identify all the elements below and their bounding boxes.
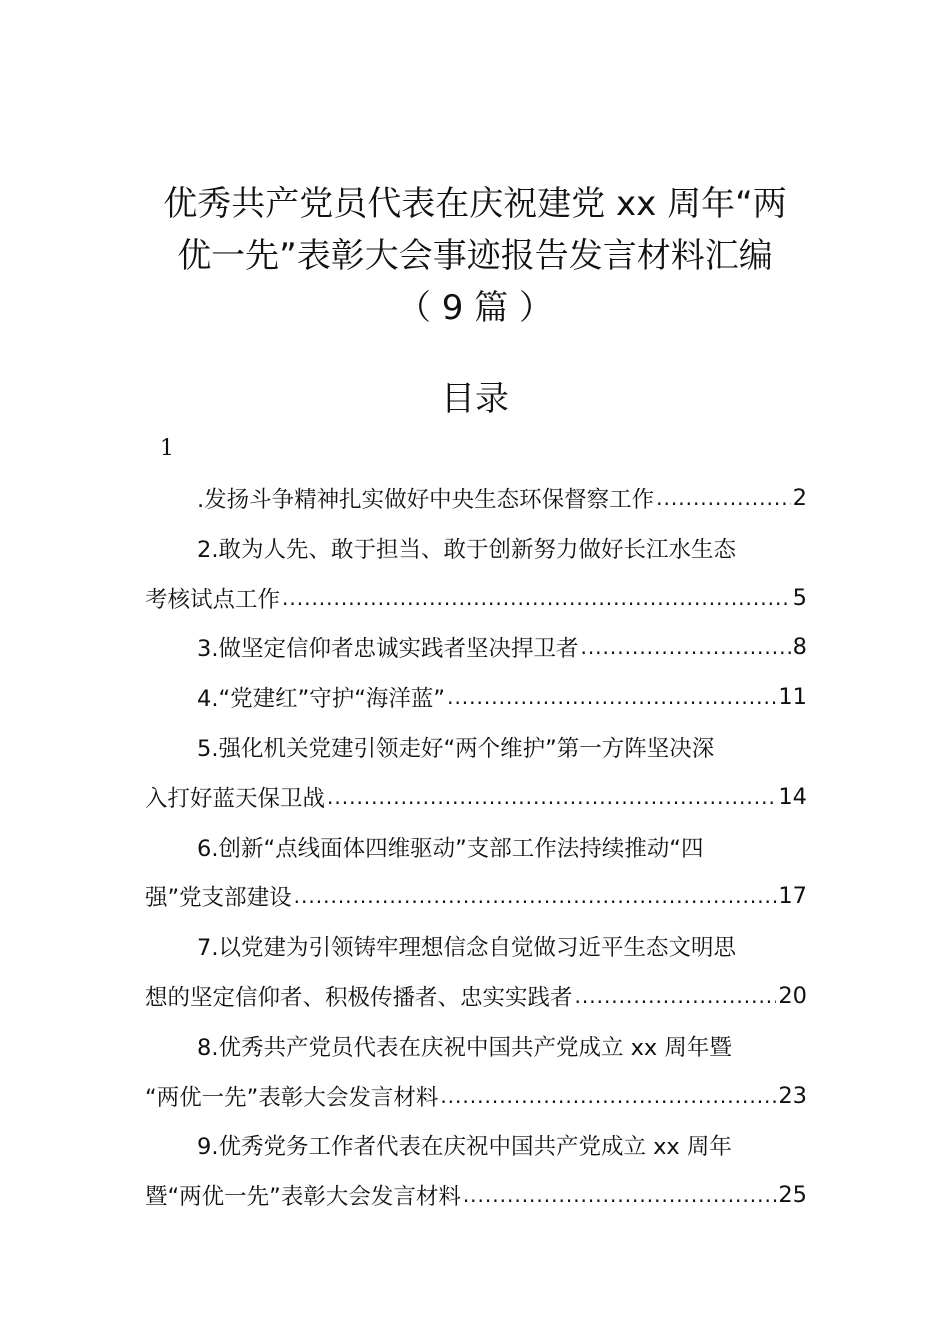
toc-line[interactable] bbox=[145, 976, 807, 1016]
toc-line-text: 6.创新“点线面体四维驱动”支部工作法持续推动“四 bbox=[197, 835, 704, 862]
toc-leader-dots bbox=[580, 635, 790, 659]
toc-line[interactable] bbox=[145, 1076, 807, 1116]
toc-page-number: 23 bbox=[778, 1082, 807, 1109]
toc-leader-dots bbox=[447, 685, 776, 709]
title-line-3: （ 9 篇 ） bbox=[396, 288, 554, 328]
toc-line-text: 暨“两优一先”表彰大会发言材料 bbox=[145, 1184, 461, 1211]
toc-leader-dots bbox=[294, 884, 777, 908]
toc-line[interactable] bbox=[145, 578, 807, 618]
toc-page-number: 20 bbox=[778, 983, 807, 1009]
toc-page-number: 14 bbox=[778, 783, 807, 810]
toc-line[interactable] bbox=[197, 627, 807, 667]
toc-page-number: 25 bbox=[778, 1182, 807, 1209]
toc-leader-dots bbox=[463, 1183, 777, 1207]
toc-line-text: 7.以党建为引领铸牢理想信念自觉做习近平生态文明思 bbox=[197, 935, 736, 962]
toc-line[interactable] bbox=[145, 876, 807, 916]
document-title bbox=[120, 178, 830, 334]
toc-line-text: 9.优秀党务工作者代表在庆祝中国共产党成立 xx 周年 bbox=[197, 1134, 732, 1161]
toc-line-text: 3.做坚定信仰者忠诚实践者坚决捍卫者 bbox=[197, 636, 579, 663]
toc-page-number: 8 bbox=[792, 634, 807, 661]
toc-line-text: 8.优秀共产党员代表在庆祝中国共产党成立 xx 周年暨 bbox=[197, 1034, 732, 1061]
toc-line-text: 入打好蓝天保卫战 bbox=[145, 785, 326, 812]
toc-line[interactable] bbox=[197, 1125, 807, 1165]
toc-line-text: 4.“党建红”守护“海洋蓝” bbox=[197, 686, 446, 713]
toc-page-number: 17 bbox=[778, 883, 807, 910]
toc-first-number: 1 bbox=[160, 436, 174, 461]
toc-line-text: “两优一先”表彰大会发言材料 bbox=[145, 1084, 439, 1111]
toc-leader-dots bbox=[282, 586, 791, 610]
toc-line[interactable] bbox=[197, 926, 807, 966]
toc-page-number: 2 bbox=[792, 485, 807, 511]
toc-line[interactable] bbox=[197, 478, 807, 518]
toc-leader-dots bbox=[327, 785, 776, 809]
toc-line-text: 2.敢为人先、敢于担当、敢于创新努力做好长江水生态 bbox=[197, 536, 736, 563]
toc-leader-dots bbox=[440, 1084, 776, 1108]
toc-line[interactable] bbox=[197, 727, 807, 767]
toc-line[interactable] bbox=[145, 777, 807, 817]
toc-leader-dots bbox=[575, 984, 777, 1008]
toc-line-text: 5.强化机关党建引领走好“两个维护”第一方阵坚决深 bbox=[197, 736, 715, 762]
toc-page-number: 5 bbox=[792, 584, 807, 611]
toc-line-text: 强”党支部建设 bbox=[145, 885, 292, 912]
toc-line-text: .发扬斗争精神扎实做好中央生态环保督察工作 bbox=[197, 487, 655, 513]
toc-line[interactable] bbox=[145, 1175, 807, 1215]
toc-line[interactable] bbox=[197, 677, 807, 717]
toc-line[interactable] bbox=[197, 528, 807, 568]
toc-leader-dots bbox=[656, 486, 791, 510]
toc-heading: 目录 bbox=[441, 379, 509, 419]
toc-line[interactable] bbox=[197, 827, 807, 867]
title-line-2: 优一先”表彰大会事迹报告发言材料汇编 bbox=[177, 236, 773, 276]
toc-page-number: 11 bbox=[778, 684, 807, 711]
toc-line-text: 想的坚定信仰者、积极传播者、忠实实践者 bbox=[145, 985, 573, 1011]
toc-line[interactable] bbox=[197, 1026, 807, 1066]
title-line-1: 优秀共产党员代表在庆祝建党 xx 周年“两 bbox=[163, 184, 787, 224]
toc-line-text: 考核试点工作 bbox=[145, 586, 281, 613]
